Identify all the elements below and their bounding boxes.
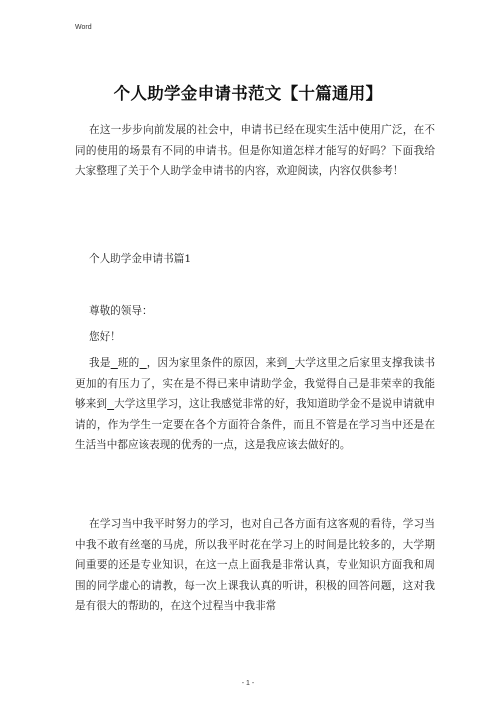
- body1-part2: 班的: [117, 357, 140, 369]
- section-heading: 个人助学金申请书篇1: [89, 253, 192, 265]
- greeting: 您好！: [89, 331, 121, 343]
- body-paragraph-2: 在学习当中我平时努力的学习，也对自己各方面有这客观的看待，学习当中我不敢有丝毫的马虎，所以我平时花在学习上的时间是比较多的，大学期间重要的还是专业知识，在这一点上面我是非常认真，专业知识方面我和周围的同学虚心的请教，每一次上课我认真的听讲，积极的回答问题，这对我是有很大的帮助的，在这个过程当中我非常: [75, 518, 435, 612]
- page-number: - 1 -: [241, 680, 255, 687]
- blank-field-name: [140, 357, 147, 369]
- body-paragraph-1: [75, 353, 435, 456]
- blank-field-class: [111, 357, 118, 369]
- body1-part5: 大学这里学习，这让我感觉非常的好，我知道助学金不是说申请就申请的，作为学生一定要在各个方面符合条件，而且不管是在学习当中还是在生活当中都应该表现的优秀的一点，这是我应该去做好的。: [75, 398, 435, 451]
- document-title: 个人助学金申请书范文【十篇通用】: [113, 84, 383, 103]
- blank-field-university: [287, 357, 294, 369]
- app-label: Word: [75, 24, 92, 31]
- salutation: 尊敬的领导：: [89, 305, 153, 317]
- body1-part1: 我是: [89, 357, 111, 369]
- body1-part4: 大学这里之后家里支撑我读书更加的有压力了，实在是不得已来申请助学金，我觉得自己是非荣幸的我能够来到: [75, 357, 436, 410]
- body1-part3: ，因为家里条件的原因，来到: [146, 357, 288, 369]
- intro-paragraph: 在这一步步向前发展的社会中，申请书已经在现实生活中使用广泛，在不同的使用的场景有不同的申请书。但是你知道怎样才能写的好吗？下面我给大家整理了关于个人助学金申请书的内容，欢迎阅读，内容仅供参考！: [75, 124, 435, 177]
